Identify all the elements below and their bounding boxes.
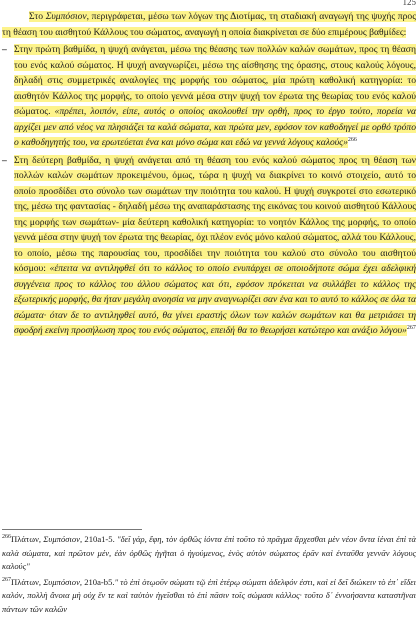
stage-one-quote: «πρέπει, λοιπόν, είπε, αυτός ο οποίος ακολουθεί την ορθή, προς το έργο τούτο, πορεία να αρχίζει μεν από νέος να πλησιάζει τα καλά σώματα, και πρώτα μεν, εφόσον τον καθοδηγεί με ορθό τρόπο ο καθοδηγητής του, να ερωτεύεται ένα και μόνο σώμα και εδώ να γεννά λόγους καλούς» [14, 106, 416, 148]
page-number: 125 [402, 0, 416, 7]
footnote-number: 267 [2, 576, 11, 583]
bullet-dash: – [2, 44, 7, 55]
bullet-dash: – [2, 154, 7, 166]
work-title: Συμπόσιον [45, 11, 87, 22]
intro-highlight: Στο Συμπόσιον, περιγράφεται, μέσω των λόγων της Διοτίμας, τη σταδιακή αναγωγή της ψυχής προς τη θέαση του αισθητού Κάλλους του σώματος, αναγωγή η οποία διακρίνεται σε δύο επιμέρους βαθμίδες: [2, 11, 416, 38]
stage-two-item [2, 153, 416, 339]
stage-one-text [14, 42, 416, 151]
footnote-ref-267[interactable]: 267 [406, 324, 416, 331]
stage-two-highlight: Στη δεύτερη βαθμίδα, η ψυχή ανάγεται από τη θέαση του ενός καλού σώματος προς τη θέαση των πολλών καλών σωμάτων προκειμένου, όμως, τώρα η ψυχή να διακρίνει το κοινό στοιχείο, αυτό το οποίο προσδίδει στο σύνολο των σωμάτων την ποιότητα του καλού. Η ψυχή συγκροτεί στο εσωτερικό της, μέσω της φαντασίας - δηλαδή μέσω της αναπαράστασης της εικόνας του κοινού αισθητού Κάλλους της μορφής των σωμάτων- μία δεύτερη καθολική κατηγορία: το νοητόν Κάλλος της μορφής, το οποίο γεννά μέσα στην ψυχή τον έρωτα της θεωρίας, όχι πλέον ενός μόνο καλού σώματος, αλλά του Κάλλους, το οποίο, μέσω της παρουσίας του, προσδίδει την ποιότητα του καλού στο σύνολο του αισθητού κόσμου: «έπειτα να αντιληφθεί ότι το κάλλος το οποίο ενυπάρχει σε οποιοδήποτε σώμα έχει αδελφική συγγένεια προς το κάλλος του άλλου σώματος και ότι, εφόσον πρόκειται να συλλάβει το κάλλος της εξωτερικής μορφής, θα ήταν μεγάλη ανοησία να μην αναγνωρίζει σαν ένα και το αυτό το κάλλος σε όλα τα σώματα· όταν δε το αντιληφθεί αυτό, θα γίνει εραστής όλων των καλών σωμάτων και θα μετριάσει τη σφοδρή εκείνη προσήλωση προς του ενός σώματος, επειδή θα το θεωρήσει κατώτερο και ανάξιο λόγου» [14, 154, 417, 336]
footnote-266: $^{266}$Πλάτων, Συμπόσιον, 210a1-5. "δεῖ γάρ, ἔφη, τὸν ὀρθῶς ἰόντα ἐπὶ τοῦτο τὸ πρᾶγμα ἄρχεσθαι μὲν νέον ὄντα ἰέναι ἐπὶ τὰ καλὰ σώματα, καὶ πρῶτον μέν, ἐὰν ὀρθῶς ἡγῆται ὁ ἡγούμενος, ἑνὸς αὐτὸν σώματος ἐρᾶν καὶ ἐνταῦθα γεννᾶν λόγους καλούς" [2, 534, 416, 572]
main-text [2, 9, 416, 339]
footnote-267: $^{267}$Πλάτων, Συμπόσιον, 210a-b5." τὸ ἐπὶ ὁτῳοῦν σώματι τῷ ἐπὶ ἑτέρῳ σώματι ἀδελφόν ἐστι, καὶ εἰ δεῖ διώκειν τὸ ἐπ᾽ εἴδει καλόν, πολλὴ ἄνοια μὴ οὐχ ἕν τε καὶ ταὐτὸν ἡγεῖσθαι τὸ ἐπὶ πᾶσιν τοῖς σώμασι κάλλος· τοῦτο δ᾽ ἐννοήσαντα καταστῆναι πάντων τῶν καλῶν [2, 576, 416, 614]
stage-two-text [14, 153, 416, 339]
stage-one-item [2, 42, 416, 151]
footnote-number: 266 [2, 534, 11, 541]
greek-quote: " τὸ ἐπὶ ὁτῳοῦν σώματι τῷ ἐπὶ ἑτέρῳ σώματι ἀδελφόν ἐστι, καὶ εἰ δεῖ διώκειν τὸ ἐπ᾽ εἴδει καλόν, πολλὴ ἄνοια μὴ οὐχ ἕν τε καὶ ταὐτὸν ἡγεῖσθαι τὸ ἐπὶ πᾶσιν τοῖς σώμασι κάλλος· τοῦτο δ᾽ ἐννοήσαντα καταστῆναι πάντων τῶν καλῶν [2, 576, 416, 614]
stage-two-quote: «έπειτα να αντιληφθεί ότι το κάλλος το οποίο ενυπάρχει σε οποιοδήποτε σώμα έχει αδελφική συγγένεια προς το κάλλος του άλλου σώματος και ότι, εφόσον πρόκειται να συλλάβει το κάλλος της εξωτερικής μορφής, θα ήταν μεγάλη ανοησία να μην αναγνωρίζει σαν ένα και το αυτό το κάλλος σε όλα τα σώματα· όταν δε το αντιληφθεί αυτό, θα γίνει εραστής όλων των καλών σωμάτων και θα μετριάσει τη σφοδρή εκείνη προσήλωση προς του ενός σώματος, επειδή θα το θεωρήσει κατώτερο και ανάξιο λόγου» [14, 263, 417, 336]
stage-one-highlight: Στην πρώτη βαθμίδα, η ψυχή ανάγεται, μέσω της θέασης των πολλών καλών σωμάτων, προς τη θέαση του ενός καλού σώματος. Η ψυχή αναγνωρίζει, μέσω της αίσθησης της όρασης, στους καλούς λόγους, δηλαδή στις συμμετρικές αναλογίες της μορφής του σώματος, μία πρώτη καθολική κατηγορία: το αισθητόν Κάλλος της μορφής, το οποίο γεννά μέσα στην ψυχή τον έρωτα της θεωρίας του ενός καλού σώματος. «πρέπει, λοιπόν, είπε, αυτός ο οποίος ακολουθεί την ορθή, προς το έργο τούτο, πορεία να αρχίζει μεν από νέος να πλησιάζει τα καλά σώματα, και πρώτα μεν, εφόσον τον καθοδηγεί με ορθό τρόπο ο καθοδηγητής του, να ερωτεύεται ένα και μόνο σώμα και εδώ να γεννά λόγους καλούς» [14, 44, 416, 148]
footnotes [2, 533, 416, 619]
greek-quote: "δεῖ γάρ, ἔφη, τὸν ὀρθῶς ἰόντα ἐπὶ τοῦτο τὸ πρᾶγμα ἄρχεσθαι μὲν νέον ὄντα ἰέναι ἐπὶ τὰ καλὰ σώματα, καὶ πρῶτον μέν, ἐὰν ὀρθῶς ἡγῆται ὁ ἡγούμενος, ἑνὸς αὐτὸν σώματος ἐρᾶν καὶ ἐνταῦθα γεννᾶν λόγους καλούς" [2, 534, 416, 572]
footnote-ref-266[interactable]: 266 [347, 136, 357, 143]
intro-paragraph [2, 9, 416, 40]
footnote-divider [2, 529, 142, 530]
